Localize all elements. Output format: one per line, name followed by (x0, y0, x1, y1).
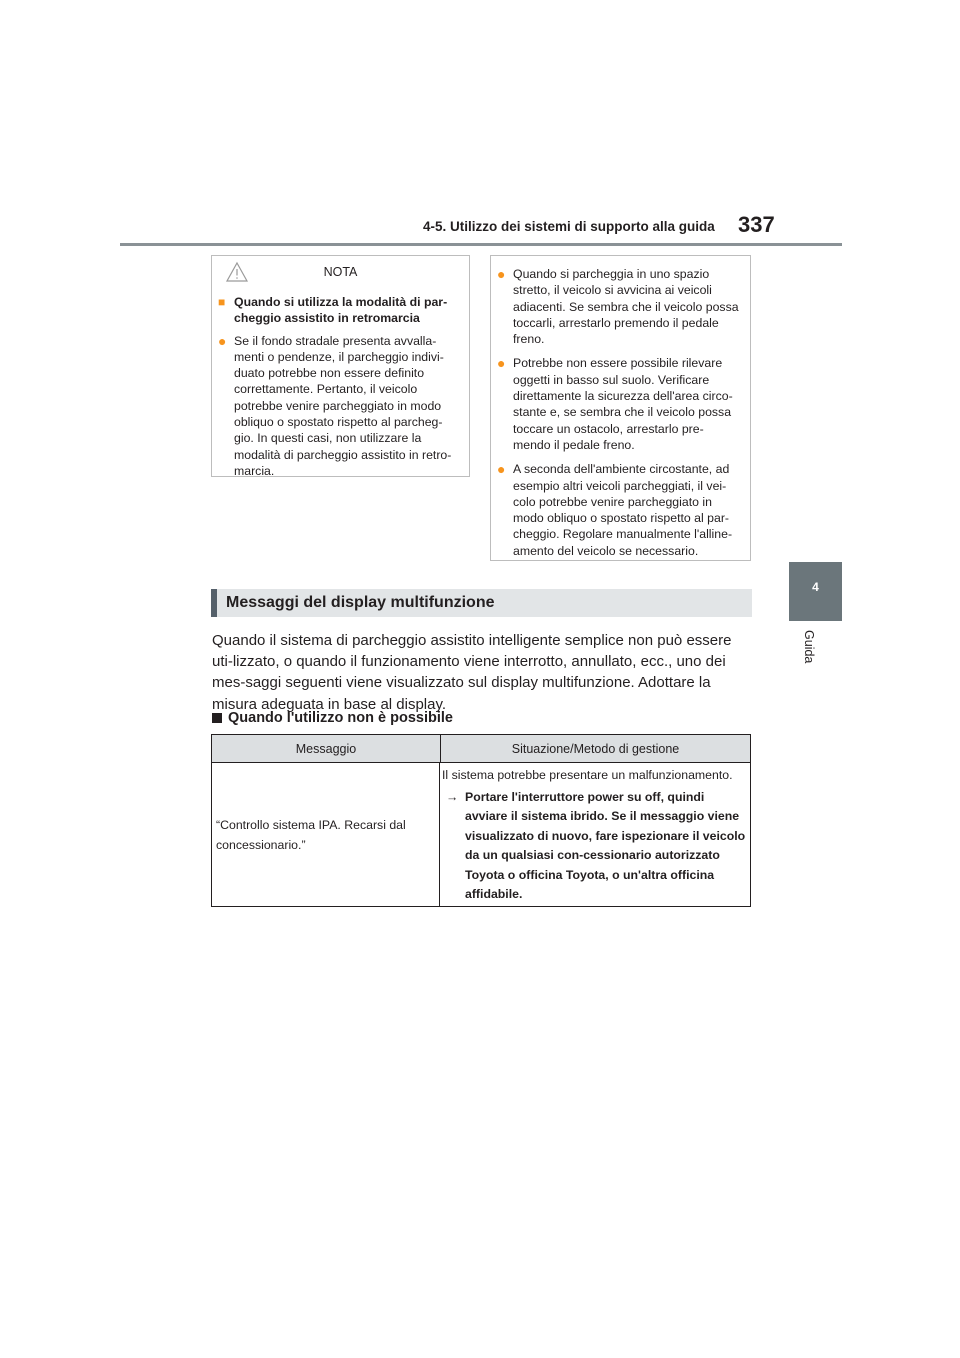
running-header: 4-5. Utilizzo dei sistemi di supporto alla guida (423, 219, 715, 234)
situation-cell (440, 763, 750, 907)
nota-subheading (218, 294, 459, 327)
action-item (442, 788, 750, 905)
list-item (497, 461, 740, 559)
warning-triangle-icon (225, 261, 249, 283)
list-item-text: Quando si parcheggia in uno spazio stretto, il veicolo si avvicina ai veicoli adiacenti. Se sembra che il veicolo possa toccarli, arrestarlo premendo il pedale freno. (513, 267, 739, 347)
bullet-dot-icon: ● (218, 332, 227, 349)
nota-header (212, 256, 469, 288)
list-item (497, 355, 740, 453)
page-number: 337 (738, 212, 775, 237)
list-item-text: Se il fondo stradale presenta avvalla-menti o pendenze, il parcheggio indivi-duato potrebbe non essere definito correttamente. Pertanto, il veicolo potrebbe venire parcheggiato in modo obliquo o spostato rispetto al parcheg-gio. In questi casi, non utilizzare la modalità di parcheggio assistito in retro-marcia. (234, 333, 452, 478)
caution-list-box (490, 255, 751, 561)
bullet-dot-icon: ● (497, 266, 506, 282)
message-text: “Controllo sistema IPA. Recarsi dal concessionario.” (216, 818, 406, 852)
bullet-dot-icon: ● (497, 355, 506, 372)
list-item-text: Potrebbe non essere possibile rilevare oggetti in basso sul suolo. Verificare direttamente la sicurezza dell'area circo-stante e, se sembra che il veicolo possa toccare un ostacolo, arrestarlo pre-mendo il pedale freno. (513, 356, 733, 452)
chapter-number: 4 (812, 580, 819, 594)
nota-box (211, 255, 470, 477)
column-header-message: Messaggio (212, 735, 441, 762)
message-cell (212, 763, 440, 907)
square-bullet-icon (212, 713, 222, 723)
list-item-text: A seconda dell'ambiente circostante, ad esempio altri veicoli parcheggiati, il vei-colo potrebbe venire parcheggiato in modo obliquo o spostato rispetto al par-cheggio. Regolare manualmente l'alline-amento del veicolo se necessario. (513, 462, 733, 558)
square-bullet-icon: ■ (218, 295, 226, 309)
nota-body (212, 294, 469, 479)
list-item (497, 266, 740, 347)
messages-table (211, 734, 751, 907)
header-divider (120, 243, 842, 246)
list-item (218, 333, 459, 480)
nota-subheading-text: Quando si utilizza la modalità di par-cheggio assistito in retromarcia (234, 295, 448, 326)
column-header-situation: Situazione/Metodo di gestione (511, 741, 680, 756)
situation-text: Il sistema potrebbe presentare un malfunzionamento. (442, 768, 733, 782)
table-row (212, 763, 750, 907)
intro-paragraph: Quando il sistema di parcheggio assistito intelligente semplice non può essere uti-lizzato, o quando il funzionamento viene interrotto, annullato, ecc., uno dei mes-saggi seguenti viene visualizzato sul display multifunzione. Adottare la misura adeguata in base al display. (212, 632, 732, 713)
chapter-tab (789, 562, 842, 621)
action-text: Portare l'interruttore power su off, quindi avviare il sistema ibrido. Se il messaggio viene visualizzato di nuovo, fare ispezionare il veicolo da un qualsiasi con-cessionario autorizzato Toyota o officina Toyota, o un'altra officina affidabile. (465, 789, 746, 901)
arrow-right-icon: → (446, 789, 459, 804)
subsection-heading-text: Quando l'utilizzo non è possibile (228, 710, 453, 726)
nota-title: NOTA (323, 265, 358, 279)
chapter-label: Guida (802, 630, 816, 664)
section-heading-text: Messaggi del display multifunzione (226, 594, 495, 611)
bullet-dot-icon: ● (497, 461, 506, 478)
heading-bar (211, 589, 217, 617)
caution-list-body (491, 256, 750, 559)
subsection-heading (212, 710, 453, 726)
section-heading (211, 589, 752, 617)
table-header (212, 735, 750, 763)
